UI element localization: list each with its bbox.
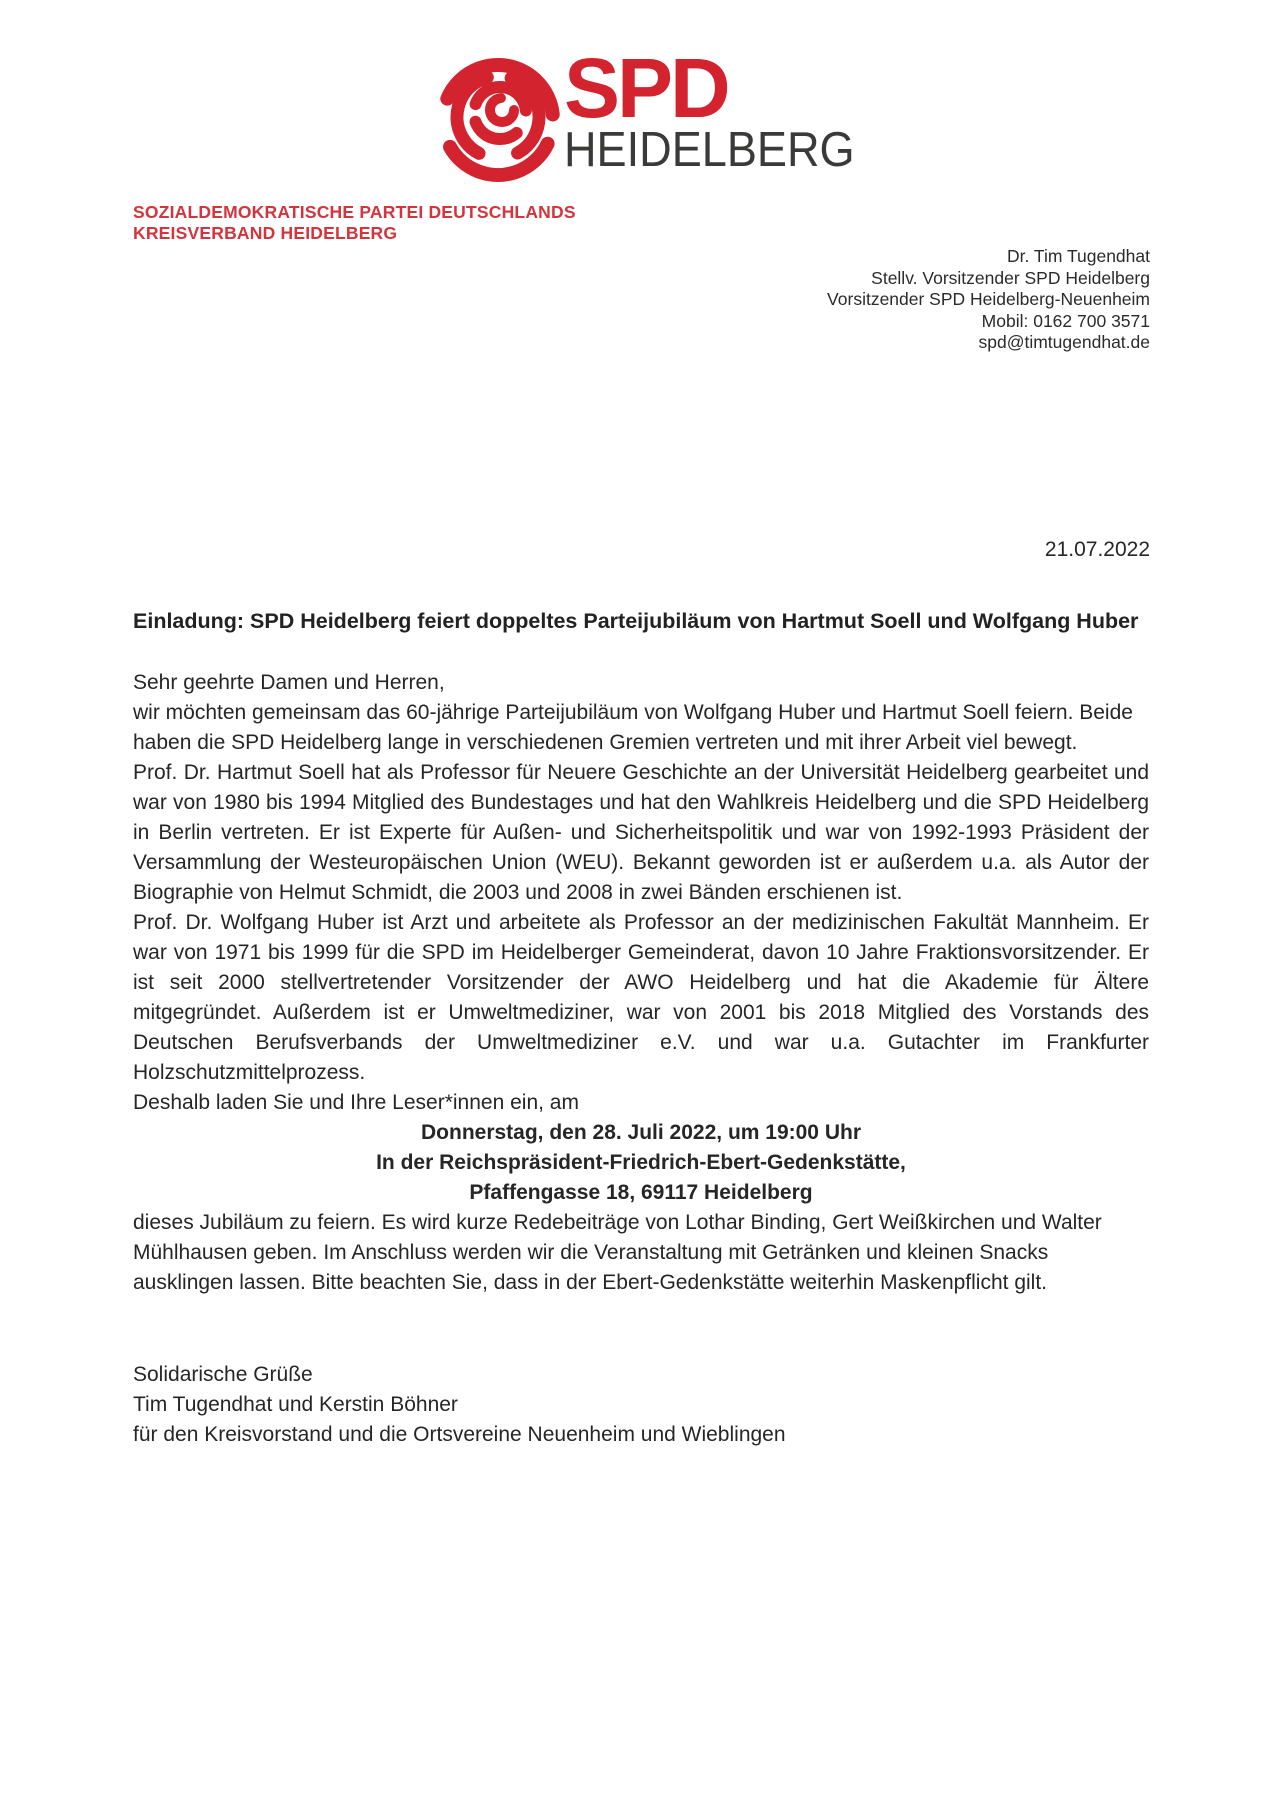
contact-role-2: Vorsitzender SPD Heidelberg-Neuenheim xyxy=(827,289,1150,309)
letter-date: 21.07.2022 xyxy=(1044,538,1150,561)
logo-spd-text: SPD xyxy=(564,41,728,135)
closing-block xyxy=(133,1360,1149,1450)
event-venue: In der Reichspräsident-Friedrich-Ebert-Gedenkstätte, xyxy=(376,1151,906,1174)
paragraph-intro: wir möchten gemeinsam das 60-jährige Parteijubiläum von Wolfgang Huber und Hartmut Soell feiern. Beide haben die SPD Heidelberg lange in verschiedenen Gremien vertreten und mit ihrer Arbeit viel bewegt. xyxy=(133,701,1133,754)
contact-name: Dr. Tim Tugendhat xyxy=(1007,246,1150,266)
event-datetime: Donnerstag, den 28. Juli 2022, um 19:00 Uhr xyxy=(421,1121,861,1144)
paragraph-soell: Prof. Dr. Hartmut Soell hat als Professor für Neuere Geschichte an der Universität Heidelberg gearbeitet und war von 1980 bis 1994 Mitglied des Bundestages und hat den Wahlkreis Heidelberg und die SPD Heidelberg in Berlin vertreten. Er ist Experte für Außen- und Sicherheitspolitik und war von 1992-1993 Präsident der Versammlung der Westeuropäischen Union (WEU). Bekannt geworden ist er außerdem u.a. als Autor der Biographie von Helmut Schmidt, die 2003 und 2008 in zwei Bänden erschienen ist. xyxy=(133,761,1149,904)
spd-logo xyxy=(428,41,880,190)
org-line-party: SOZIALDEMOKRATISCHE PARTEI DEUTSCHLANDS xyxy=(133,202,576,222)
salutation: Sehr geehrte Damen und Herren, xyxy=(133,671,445,694)
logo-text xyxy=(564,41,880,178)
contact-mobile: Mobil: 0162 700 3571 xyxy=(981,310,1150,331)
paragraph-huber: Prof. Dr. Wolfgang Huber ist Arzt und arbeitete als Professor an der medizinischen Fakultät Mannheim. Er war von 1971 bis 1999 für die SPD im Heidelberger Gemeinderat, davon 10 Jahre Fraktionsvorsitzender. Er ist seit 2000 stellvertretender Vorsitzender der AWO Heidelberg und hat die Akademie für Ältere mitgegründet. Außerdem ist er Umweltmediziner, war von 2001 bis 2018 Mitglied des Vorstands des Deutschen Berufsverbands der Umweltmediziner e.V. und war u.a. Gutachter im Frankfurter Holzschutzmittelprozess. xyxy=(133,911,1149,1084)
contact-role-1: Stellv. Vorsitzender SPD Heidelberg xyxy=(871,267,1150,288)
logo-city-text: HEIDELBERG xyxy=(564,123,855,178)
subject-line: Einladung: SPD Heidelberg feiert doppeltes Parteijubiläum von Hartmut Soell und Wolfgang Huber xyxy=(133,609,1139,633)
spd-rose-icon xyxy=(428,50,568,190)
contact-block xyxy=(827,246,1150,354)
event-address: Pfaffengasse 18, 69117 Heidelberg xyxy=(469,1181,813,1204)
closing-on-behalf: für den Kreisvorstand und die Ortsvereine Neuenheim und Wieblingen xyxy=(133,1423,786,1446)
letter-body xyxy=(133,596,1149,1450)
contact-email: spd@timtugendhat.de xyxy=(978,332,1150,352)
invitation-lead: Deshalb laden Sie und Ihre Leser*innen ein, am xyxy=(133,1091,579,1114)
paragraph-program: dieses Jubiläum zu feiern. Es wird kurze Redebeiträge von Lothar Binding, Gert Weißkirchen und Walter Mühlhausen geben. Im Anschluss werden wir die Veranstaltung mit Getränken und kleinen Snacks ausklingen lassen. Bitte beachten Sie, dass in der Ebert-Gedenkstätte weiterhin Maskenpflicht gilt. xyxy=(133,1211,1102,1294)
org-header xyxy=(133,202,576,244)
org-line-district: KREISVERBAND HEIDELBERG xyxy=(133,223,398,243)
closing-signers: Tim Tugendhat und Kerstin Böhner xyxy=(133,1393,458,1416)
closing-greeting: Solidarische Grüße xyxy=(133,1363,313,1386)
